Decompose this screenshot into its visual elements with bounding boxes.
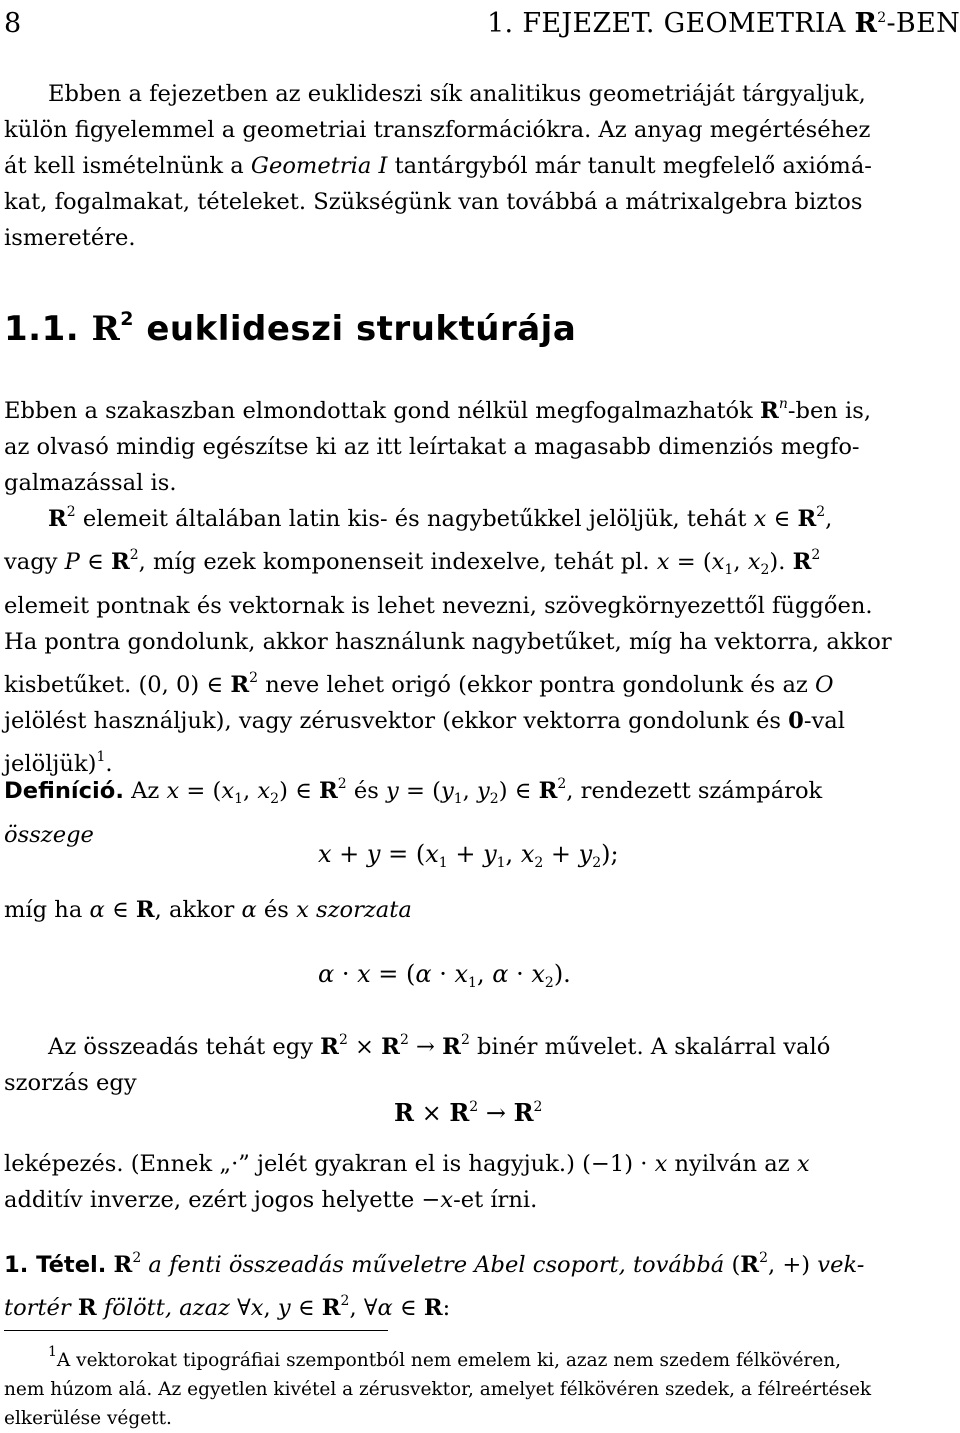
theorem-label: 1. Tétel. — [4, 1252, 107, 1278]
section-heading: 1.1. $R^2$ euklideszi struktúrája — [4, 308, 577, 349]
footnote-rule — [4, 1330, 388, 1331]
footnote-mark: 1 — [48, 1344, 57, 1360]
paragraph-notation: $R^2$ elemeit általában latin kis- és nagybetűkkel jelöljük, tehát x ∈ $R^2$, vagy P ∈ $R^2$, míg ezek komponenseit indexelve, tehát pl. $x = (x_1$, $x_2$). $R^2$ elemeit pontnak és vektornak is lehet nevezni, szövegkörnyezettől függően. Ha pontra gondolunk, akkor használunk nagybetűket, míg ha vektorra, akkor kisbetűket. (0, 0) ∈ $R^2$ neve lehet origó (ekkor pontra gondolunk és az O jelölést használjuk), vagy zérusvektor (ekkor vektorra gondolunk és 0-val jelöljük)$^1$. — [4, 504, 892, 777]
page-number: 8 — [4, 8, 22, 39]
running-header — [4, 8, 960, 38]
paragraph-dimensions: Ebben a szakaszban elmondottak gond nélkül megfogalmazhatók $R^n$-ben is, az olvasó mindig egészítse ki az itt leírtakat a magasabb dimenziós megfo- galmazással is. — [4, 396, 872, 496]
definition-block: Definíció. Az $x = (x_1$, $x_2$) ∈ $R^2$ és $y = (y_1$, $y_2$) ∈ $R^2$, rendezett számpárok összege — [4, 766, 960, 853]
term-product: szorzata — [316, 897, 412, 923]
paragraph-operations: Az összeadás tehát egy $R^2 \times R^2 \to R^2$ binér művelet. A skalárral való szorzás egy — [4, 1032, 831, 1096]
footnote-ref[interactable]: 1 — [96, 749, 106, 765]
equation-product: $\alpha \cdot x = (\alpha \cdot x_1$, $\alpha \cdot x_2$). — [318, 960, 571, 991]
definition-product-line: míg ha α ∈ R, akkor α és x szorzata — [4, 897, 412, 923]
term-sum: összege — [4, 822, 94, 848]
chapter-title: 1. FEJEZET. GEOMETRIA $R^2$-BEN — [487, 8, 960, 39]
equation-scalar-map: $R \times R^2 \to R^2$ — [394, 1098, 543, 1127]
intro-paragraph: Ebben a fejezetben az euklideszi sík analitikus geometriáját tárgyaljuk, külön figyelemmel a geometriai transzformációkra. Az anyag megértéséhez át kell ismételnünk a Geometria I tantárgyból már tanult megfelelő axiómá- kat, fogalmakat, tételeket. Szükségünk van továbbá a mátrixalgebra biztos ismeretére. — [4, 81, 872, 251]
paragraph-inverse: leképezés. (Ennek „·” jelét gyakran el is hagyjuk.) (−1) · x nyilván az x additív inverze, ezért jogos helyette −x-et írni. — [4, 1151, 810, 1213]
equation-sum: $x + y = (x_1 + y_1$, $x_2 + y_2$); — [318, 840, 619, 871]
theorem-block: 1. Tétel. $R^2$ a fenti összeadás műveletre Abel csoport, továbbá ($R^2$, +) vek- tortér R fölött, azaz ∀x, y ∈ $R^2$, ∀α ∈ R: — [4, 1250, 865, 1321]
definition-label: Definíció. — [4, 778, 124, 804]
footnote: $^1$A vektorokat tipográfiai szempontból nem emelem ki, azaz nem szedem félkövéren, nem húzom alá. Az egyetlen kivétel a zérusvektor, amelyet félkövéren szedek, a félreértések elkerülése végett. — [4, 1344, 872, 1429]
